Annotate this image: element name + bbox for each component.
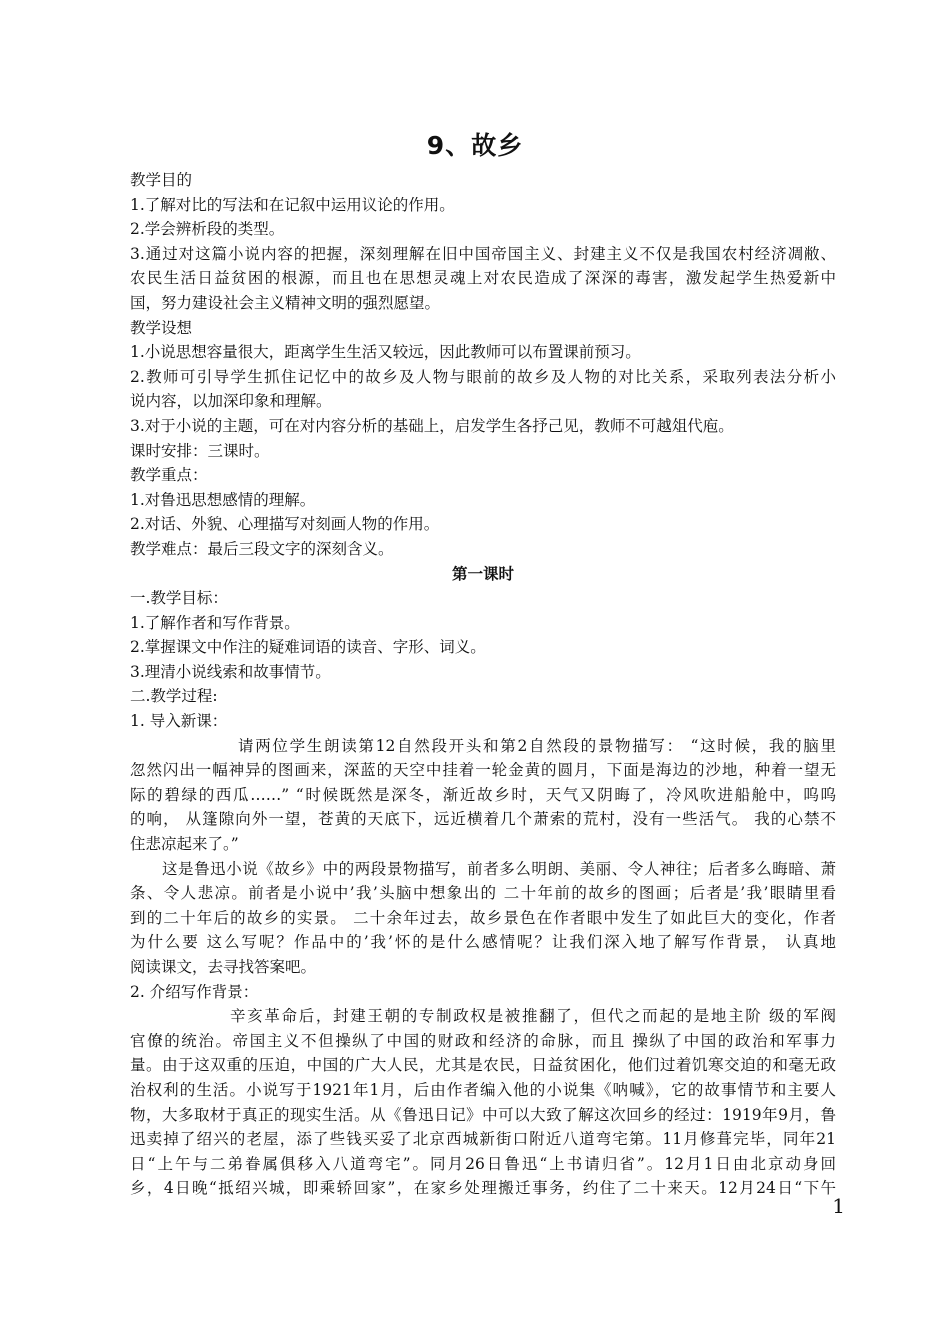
body-line: 2.教师可引导学生抓住记忆中的故乡及人物与眼前的故乡及人物的对比关系，采取列表法分析小 <box>130 367 836 386</box>
body-line: 到的二十年后的故乡的实景。 二十余年过去，故乡景色在作者眼中发生了如此巨大的变化，作者 <box>130 908 836 927</box>
body-line: 2.掌握课文中作注的疑难词语的读音、字形、词义。 <box>130 638 486 657</box>
body-line: 1.了解作者和写作背景。 <box>130 613 300 632</box>
heading-teaching-plan: 教学设想 <box>130 318 193 337</box>
body-line: 辛亥革命后，封建王朝的专制政权是被推翻了，但代之而起的是地主阶 级的军阀 <box>230 1007 836 1026</box>
body-line: 为什么要 这么写呢？作品中的’我’怀的是什么感情呢？让我们深入地了解写作背景， 认真地 <box>130 933 836 952</box>
body-line: 这是鲁迅小说《故乡》中的两段景物描写，前者多么明朗、美丽、令人神往；后者多么晦暗、萧 <box>162 859 836 878</box>
body-line: 二.教学过程: <box>130 687 218 706</box>
body-line: 忽然闪出一幅神异的图画来，深蓝的天空中挂着一轮金黄的圆月，下面是海边的沙地，种着一望无 <box>130 761 836 780</box>
heading-key-points: 教学重点： <box>130 466 208 485</box>
section-heading-first-lesson: 第一课时 <box>451 563 514 583</box>
body-line: 国，努力建设社会主义精神文明的强烈愿望。 <box>130 293 441 312</box>
body-line: 条、令人悲凉。前者是小说中’我’头脑中想象出的 二十年前的故乡的图画；后者是’我’眼睛里看 <box>130 884 836 903</box>
body-line: 农民生活日益贫困的根源，而且也在思想灵魂上对农民造成了深深的毒害，激发起学生热爱新中 <box>130 269 836 288</box>
body-line: 迅卖掉了绍兴的老屋，添了些钱买妥了北京西城新街口附近八道弯宅第。11月修葺完毕，同年21 <box>130 1130 836 1149</box>
body-line: 3.理清小说线索和故事情节。 <box>130 662 331 681</box>
body-line: 2.学会辨析段的类型。 <box>130 220 285 239</box>
body-line: 物，大多取材于真正的现实生活。从《鲁迅日记》中可以大致了解这次回乡的经过：1919年9月，鲁 <box>130 1105 836 1124</box>
document-body <box>130 168 836 1201</box>
body-line: 的响， 从篷隙向外一望，苍黄的天底下，远近横着几个萧索的荒村，没有一些活气。 我的心禁不 <box>130 810 836 829</box>
body-line: 1. 导入新课： <box>130 712 228 731</box>
body-line: 课时安排：三课时。 <box>130 441 270 460</box>
body-line: 请两位学生朗读第12自然段开头和第2自然段的景物描写： “这时候，我的脑里 <box>238 736 836 755</box>
body-line: 官僚的统治。帝国主义不但操纵了中国的财政和经济的命脉，而且 操纵了中国的政治和军事力 <box>130 1031 836 1050</box>
body-line: 量。由于这双重的压迫，中国的广大人民，尤其是农民，日益贫困化，他们过着饥寒交迫的和毫无政 <box>130 1056 836 1075</box>
heading-teaching-goals: 教学目的 <box>130 171 193 189</box>
document-title: 9、故乡 <box>426 131 524 160</box>
body-line: 日“上午与二弟眷属俱移入八道弯宅”。同月26日鲁迅“上书请归省”。12月1日由北京动身回 <box>130 1154 836 1173</box>
body-line: 1.了解对比的写法和在记叙中运用议论的作用。 <box>130 195 455 214</box>
body-line: 阅读课文，去寻找答案吧。 <box>130 958 317 976</box>
body-line: 治权利的生活。小说写于1921年1月，后由作者编入他的小说集《呐喊》，它的故事情节和主要人 <box>130 1080 836 1099</box>
body-line: 教学难点：最后三段文字的深刻含义。 <box>130 539 394 558</box>
body-line: 一.教学目标： <box>130 589 228 608</box>
body-line: 际的碧绿的西瓜……” “时候既然是深冬，渐近故乡时，天气又阴晦了，冷风吹进船舱中，呜呜 <box>130 785 836 804</box>
body-line: 3.通过对这篇小说内容的把握，深刻理解在旧中国帝国主义、封建主义不仅是我国农村经济凋敝、 <box>130 244 836 263</box>
body-line: 乡，4日晚“抵绍兴城，即乘轿回家”，在家乡处理搬迁事务，约住了二十来天。12月24日“下午 <box>130 1179 836 1198</box>
body-line: 2.对话、外貌、心理描写对刻画人物的作用。 <box>130 515 440 534</box>
body-line: 1.对鲁迅思想感情的理解。 <box>130 490 316 509</box>
body-line: 2. 介绍写作背景： <box>130 982 259 1001</box>
body-line: 3.对于小说的主题，可在对内容分析的基础上，启发学生各抒己见，教师不可越俎代庖。 <box>130 416 734 435</box>
page-number: 1 <box>832 1194 845 1218</box>
body-line: 住悲凉起来了。” <box>130 835 239 854</box>
body-line: 1.小说思想容量很大，距离学生生活又较远，因此教师可以布置课前预习。 <box>130 343 641 362</box>
body-line: 说内容，以加深印象和理解。 <box>130 392 332 411</box>
